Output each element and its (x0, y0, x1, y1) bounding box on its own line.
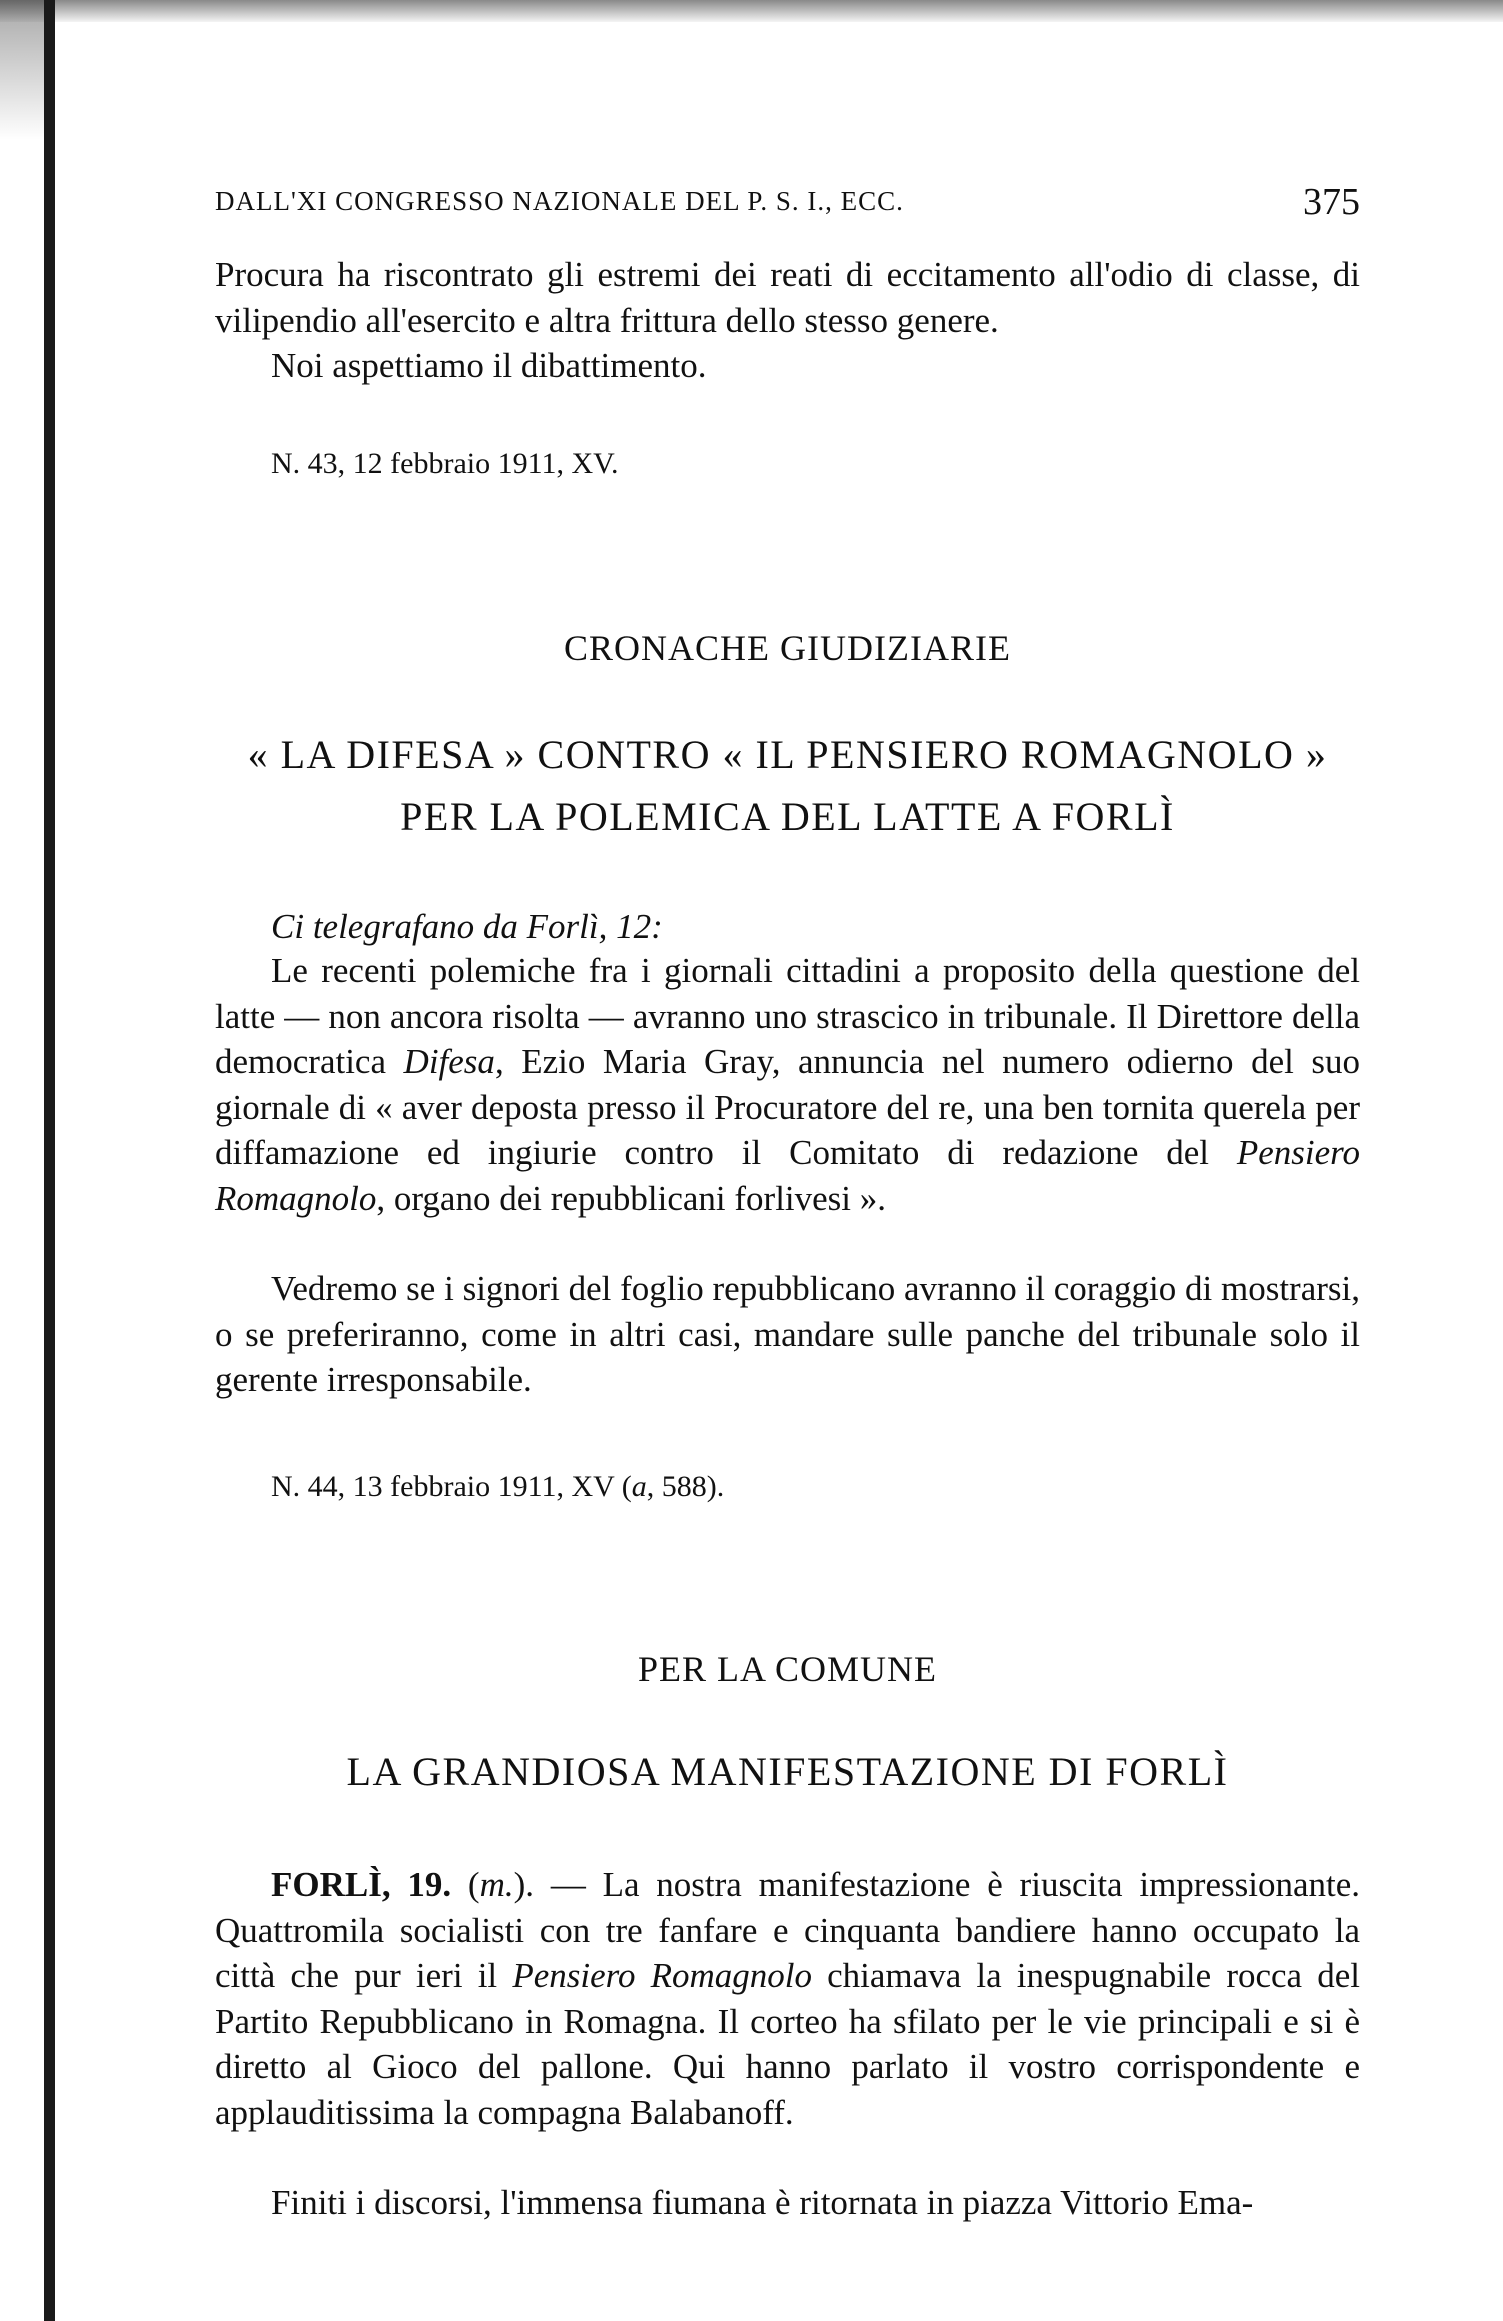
article1-source: N. 43, 12 febbraio 1911, XV. (271, 447, 619, 480)
article3-section-heading: PER LA COMUNE (637, 1649, 938, 1689)
article3-title: LA GRANDIOSA MANIFESTAZIONE DI FORLÌ (346, 1749, 1229, 1794)
article2-source-a: N. 44, 13 febbraio 1911, XV ( (271, 1470, 632, 1503)
article2-paragraph-2: Vedremo se i signori del foglio repubblicano avranno il coraggio di mostrarsi, o se preferiranno, come in altri casi, mandare sulle panche del tribunale solo il gerente irresponsabile. (215, 1269, 1360, 1399)
article2-p1-text-c: , organo dei repubblicani forlivesi ». (376, 1178, 887, 1218)
running-head-title: DALL'XI CONGRESSO NAZIONALE DEL P. S. I., ECC. (215, 186, 904, 216)
article2-title (215, 724, 1360, 848)
article3-lead-dateline: FORLÌ, 19. (271, 1865, 452, 1904)
article3-p1-text-a: — La nostra manifestazione è riuscita impressionante. Quattromila socialisti con tre fanfare e cinquanta bandiere hanno occupato la città che pur ieri il (215, 1865, 1361, 1995)
article3-paragraph-1 (215, 1862, 1360, 2135)
article2-p1-text-a: Le recenti polemiche fra i giornali cittadini a proposito della questione del latte — non ancora risolta — avranno uno strascico in tribunale. Il Direttore della democratica (215, 951, 1360, 1081)
article1-paragraph-2: Noi aspettiamo il dibattimento. (271, 346, 707, 385)
page-number: 375 (1303, 181, 1360, 223)
article2-title-line-1: « LA DIFESA » CONTRO « IL PENSIERO ROMAGNOLO » (247, 732, 1328, 777)
article3-p1-italic-pensiero: Pensiero Romagnolo (512, 1956, 812, 1995)
article3-paragraph-2: Finiti i discorsi, l'immensa fiumana è ritornata in piazza Vittorio Ema- (271, 2183, 1254, 2222)
article2-p1-italic-pensiero: Pensiero Romagnolo (215, 1133, 1360, 1218)
article2-section-heading: CRONACHE GIUDIZIARIE (564, 628, 1011, 668)
article2-title-line-2: PER LA POLEMICA DEL LATTE A FORLÌ (400, 794, 1175, 839)
article2-dateline: Ci telegrafano da Forlì, 12: (271, 907, 663, 946)
article2-source-italic: a (631, 1470, 647, 1503)
article2-p1-text-b: , Ezio Maria Gray, annuncia nel numero odierno del suo giornale di « aver deposta presso il Procuratore del re, una ben tornita querela per diffamazione ed ingiurie contro il Comitato di redazione del (215, 1042, 1360, 1172)
article2-paragraph-1 (215, 948, 1360, 1221)
article3-lead-paren-close: ). (513, 1865, 535, 1904)
article3-p1-text-b: chiamava la inespugnabile rocca del Partito Repubblicano in Romagna. Il corteo ha sfilato per le vie principali e si è diretto al Gioco del pallone. Qui hanno parlato il vostro corrispondente e applauditissima la compagna Balabanoff. (215, 1956, 1361, 2132)
article3-lead-italic: m. (479, 1865, 514, 1904)
article2-source-b: , 588). (646, 1470, 725, 1503)
article1-paragraph-1: Procura ha riscontrato gli estremi dei reati di eccitamento all'odio di classe, di vilipendio all'esercito e altra frittura dello stesso genere. (215, 255, 1360, 340)
article2-source (271, 1470, 724, 1504)
article3-lead-paren-open: ( (451, 1865, 480, 1904)
article2-p1-italic-difesa: Difesa (403, 1042, 495, 1081)
